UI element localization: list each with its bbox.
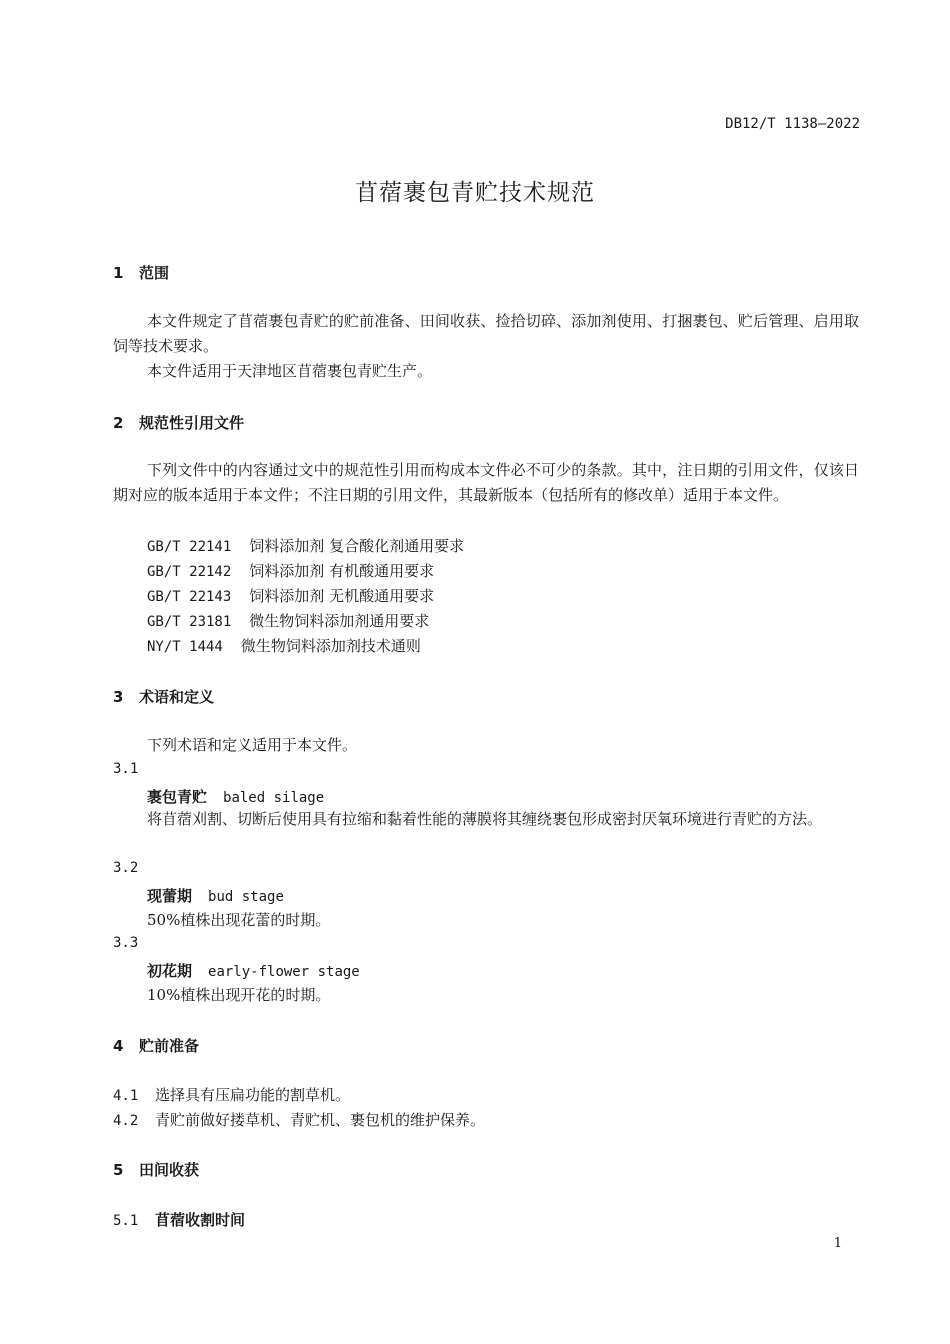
reference-name: 饲料添加剂 有机酸通用要求 [249,562,435,580]
term-entry [147,885,284,906]
section-title: 田间收获 [139,1161,200,1179]
standard-number: DB12/T 1138—2022 [725,116,860,132]
reference-item [147,535,464,556]
section-1-heading [113,262,169,283]
clause-number: 4.2 [113,1113,139,1129]
section-number: 1 [113,264,124,282]
clause-number: 4.1 [113,1088,139,1104]
reference-code: GB/T 22141 [147,539,232,555]
section-title: 范围 [139,264,170,282]
reference-name: 饲料添加剂 无机酸通用要求 [249,587,435,605]
section-4-heading [113,1035,199,1056]
term-english: baled silage [223,790,325,806]
term-chinese: 现蕾期 [147,887,193,905]
term-english: bud stage [208,889,284,905]
reference-name: 微生物饲料添加剂技术通则 [240,637,421,655]
term-definition: 50%植株出现花蕾的时期。 [147,911,331,929]
term-number: 3.3 [113,935,139,951]
references-intro: 下列文件中的内容通过文中的规范性引用而构成本文件必不可少的条款。其中，注日期的引用文件，仅该日期对应的版本适用于本文件；不注日期的引用文件，其最新版本（包括所有的修改单）适用于本文件。 [113,461,859,504]
clause-text: 选择具有压扁功能的割草机。 [155,1086,351,1104]
section-number: 4 [113,1037,124,1055]
reference-item [147,585,434,606]
clause-item [113,1084,350,1105]
reference-code: GB/T 22142 [147,564,232,580]
reference-item [147,560,434,581]
section-2-heading [113,412,244,433]
clause-item [113,1109,485,1130]
reference-item [147,635,421,656]
term-number: 3.2 [113,860,139,876]
term-entry [147,960,360,981]
term-english: early-flower stage [208,964,360,980]
section-title: 术语和定义 [139,688,215,706]
section-3-heading [113,686,214,707]
reference-code: GB/T 22143 [147,589,232,605]
term-chinese: 初花期 [147,962,193,980]
clause-text: 青贮前做好搂草机、青贮机、裹包机的维护保养。 [155,1111,486,1129]
term-number: 3.1 [113,761,139,777]
section-title: 规范性引用文件 [139,414,245,432]
clause-text: 苜蓿收割时间 [155,1211,246,1229]
scope-paragraph: 本文件规定了苜蓿裹包青贮的贮前准备、田间收获、捡拾切碎、添加剂使用、打捆裹包、贮后管理、启用取饲等技术要求。 [113,312,859,355]
reference-name: 微生物饲料添加剂通用要求 [249,612,430,630]
reference-code: GB/T 23181 [147,614,232,630]
term-definition: 10%植株出现开花的时期。 [147,986,331,1004]
reference-name: 饲料添加剂 复合酸化剂通用要求 [249,537,465,555]
terms-intro: 下列术语和定义适用于本文件。 [147,736,358,754]
clause-number: 5.1 [113,1213,139,1229]
subclause-heading [113,1209,245,1230]
scope-applicability: 本文件适用于天津地区苜蓿裹包青贮生产。 [147,362,433,380]
term-entry [147,786,324,807]
section-title: 贮前准备 [139,1037,200,1055]
reference-item [147,610,429,631]
section-5-heading [113,1159,199,1180]
term-definition: 将苜蓿刈割、切断后使用具有拉缩和黏着性能的薄膜将其缠绕裹包形成密封厌氧环境进行青贮的方法。 [147,810,823,828]
document-title: 苜蓿裹包青贮技术规范 [355,180,595,206]
page-number: 1 [833,1236,842,1251]
reference-code: NY/T 1444 [147,639,223,655]
term-chinese: 裹包青贮 [147,788,208,806]
section-number: 3 [113,688,124,706]
section-number: 5 [113,1161,124,1179]
section-number: 2 [113,414,124,432]
